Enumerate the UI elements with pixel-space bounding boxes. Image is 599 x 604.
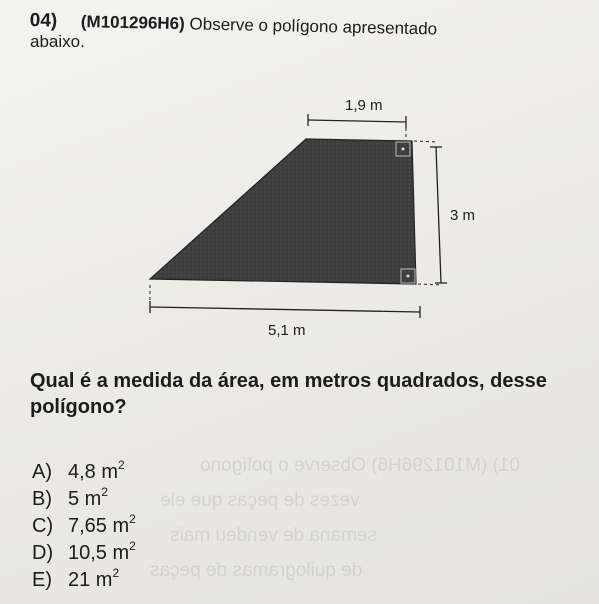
question-text: Qual é a medida da área, em metros quadrados, desse polígono? (30, 370, 547, 418)
option-exponent: 2 (112, 566, 120, 580)
option-d[interactable] (32, 533, 136, 564)
right-dimension-label: 3 m (450, 207, 476, 224)
option-value: 4,8 m (68, 461, 119, 483)
question-code: (M101296H6) (80, 12, 185, 34)
question-prompt-continuation: abaixo. (30, 32, 85, 51)
option-a[interactable] (32, 452, 136, 483)
option-letter: B) (32, 488, 52, 510)
bleed-through-decoration: 01) (M101296H6) Observe o polígono (200, 455, 521, 476)
question-prompt: Observe o polígono apresentado (189, 14, 438, 39)
option-value: 21 m (68, 569, 113, 591)
option-exponent: 2 (129, 512, 136, 526)
option-c[interactable] (32, 506, 136, 537)
option-letter: E) (32, 569, 52, 591)
option-letter: C) (32, 515, 54, 537)
trapezoid-shape (150, 139, 416, 284)
right-dimension-guide-bottom (418, 284, 442, 285)
top-dimension-label: 1,9 m (345, 97, 383, 114)
trapezoid-figure (140, 95, 480, 340)
question-number: 04) (29, 10, 58, 32)
option-e[interactable] (32, 560, 136, 591)
right-dimension-line (436, 147, 441, 283)
right-dimension-guide-top (414, 141, 438, 142)
option-value: 7,65 m (68, 515, 130, 537)
bleed-through-decoration: de quilogramas de peças (150, 560, 363, 581)
option-value: 10,5 m (68, 542, 130, 564)
option-exponent: 2 (129, 539, 136, 553)
right-angle-dot-bottom (407, 275, 410, 278)
option-value: 5 m (68, 488, 102, 510)
bottom-dimension-line (150, 307, 420, 312)
question-header (30, 10, 570, 52)
option-b[interactable] (32, 479, 136, 510)
option-letter: A) (32, 461, 52, 483)
bottom-dimension-label: 5,1 m (268, 322, 306, 339)
answer-options (32, 452, 136, 591)
option-exponent: 2 (101, 485, 109, 499)
bleed-through-decoration: semana de vendeu mais (170, 525, 378, 546)
option-letter: D) (32, 542, 54, 564)
bleed-through-decoration: vezes de peças que ele (160, 490, 360, 511)
option-exponent: 2 (118, 458, 125, 472)
top-dimension-line (308, 120, 406, 122)
right-angle-dot-top (402, 148, 405, 151)
